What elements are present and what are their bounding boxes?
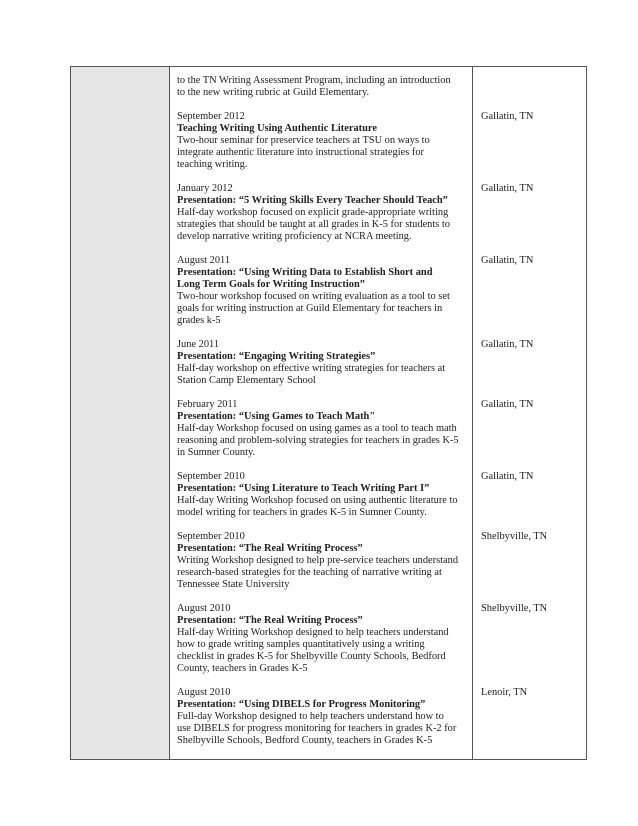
entry-title: Presentation: “Using DIBELS for Progress Monitoring” <box>177 699 426 710</box>
entry-location: Lenoir, TN <box>481 687 528 698</box>
entry-title: Presentation: “The Real Writing Process” <box>177 543 363 554</box>
presentation-entry <box>177 687 472 747</box>
entries-list <box>177 111 472 747</box>
entry-description: Station Camp Elementary School <box>177 375 316 386</box>
presentation-entry <box>177 339 472 387</box>
entry-description: Shelbyville Schools, Bedford County, teachers in Grades K-5 <box>177 735 433 746</box>
entry-title: Presentation: “Using Literature to Teach Writing Part I” <box>177 483 430 494</box>
entry-location: Gallatin, TN <box>481 399 534 410</box>
entry-description: how to grade writing samples quantitatively using a writing <box>177 639 425 650</box>
entry-title: Presentation: “5 Writing Skills Every Teacher Should Teach” <box>177 195 448 206</box>
entry-description: Two-hour workshop focused on writing evaluation as a tool to set <box>177 291 450 302</box>
entry-description: Half-day workshop focused on explicit grade-appropriate writing <box>177 207 449 218</box>
entry-description: Writing Workshop designed to help pre-service teachers understand <box>177 555 459 566</box>
entry-description: Tennessee State University <box>177 579 290 590</box>
entry-description: checklist in grades K-5 for Shelbyville County Schools, Bedford <box>177 651 446 662</box>
entry-description: grades k-5 <box>177 315 221 326</box>
entry-description: Two-hour seminar for preservice teachers at TSU on ways to <box>177 135 430 146</box>
location-list <box>481 75 586 759</box>
entry-date: August 2010 <box>177 687 231 698</box>
cv-table <box>70 66 587 760</box>
presentation-entry <box>177 531 472 591</box>
entry-description: research-based strategies for the teaching of narrative writing at <box>177 567 442 578</box>
presentations-column <box>170 67 473 760</box>
entry-description: goals for writing instruction at Guild Elementary for teachers in <box>177 303 443 314</box>
text-line: to the TN Writing Assessment Program, including an introduction <box>177 75 451 86</box>
entry-title: Presentation: “Engaging Writing Strategies” <box>177 351 376 362</box>
entry-date: August 2010 <box>177 603 231 614</box>
entry-date: September 2010 <box>177 531 245 542</box>
entry-description: Half-day Writing Workshop focused on using authentic literature to <box>177 495 458 506</box>
entry-location: Gallatin, TN <box>481 183 534 194</box>
entry-description: reasoning and problem-solving strategies for teachers in grades K-5 <box>177 435 459 446</box>
left-margin-column <box>71 67 170 760</box>
presentation-entry <box>177 399 472 459</box>
entry-description: Half-day workshop on effective writing strategies for teachers at <box>177 363 446 374</box>
entry-location: Gallatin, TN <box>481 255 534 266</box>
entry-description: Half-day Writing Workshop designed to help teachers understand <box>177 627 449 638</box>
entry-title: Long Term Goals for Writing Instruction” <box>177 279 365 290</box>
presentation-entry <box>177 255 472 327</box>
entry-location: Gallatin, TN <box>481 471 534 482</box>
entry-title: Presentation: “Using Writing Data to Establish Short and <box>177 267 433 278</box>
entry-description: strategies that should be taught at all grades in K-5 for students to <box>177 219 450 230</box>
entry-description: in Sumner County. <box>177 447 256 458</box>
entry-location: Gallatin, TN <box>481 111 534 122</box>
entry-description: teaching writing. <box>177 159 248 170</box>
location-column <box>473 67 587 760</box>
entry-date: September 2012 <box>177 111 245 122</box>
presentation-entry <box>177 471 472 519</box>
text-line: to the new writing rubric at Guild Elementary. <box>177 87 370 98</box>
presentation-entry <box>177 183 472 243</box>
entry-location: Gallatin, TN <box>481 339 534 350</box>
presentation-entry <box>177 603 472 675</box>
entry-title: Presentation: “The Real Writing Process” <box>177 615 363 626</box>
entry-date: August 2011 <box>177 255 231 266</box>
entry-description: Full-day Workshop designed to help teachers understand how to <box>177 711 444 722</box>
entry-date: January 2012 <box>177 183 233 194</box>
entry-location: Shelbyville, TN <box>481 603 548 614</box>
entry-description: integrate authentic literature into instructional strategies for <box>177 147 424 158</box>
entry-date: June 2011 <box>177 339 220 350</box>
entry-date: September 2010 <box>177 471 245 482</box>
entry-description: County, teachers in Grades K-5 <box>177 663 308 674</box>
presentation-entry <box>177 111 472 171</box>
intro-text <box>177 75 472 99</box>
entry-description: develop narrative writing proficiency at NCRA meeting. <box>177 231 412 242</box>
entry-date: February 2011 <box>177 399 238 410</box>
entry-description: Half-day Workshop focused on using games as a tool to teach math <box>177 423 457 434</box>
entry-title: Teaching Writing Using Authentic Literature <box>177 123 377 134</box>
entry-title: Presentation: “Using Games to Teach Math" <box>177 411 376 422</box>
entry-location: Shelbyville, TN <box>481 531 548 542</box>
entry-description: model writing for teachers in grades K-5 in Sumner County. <box>177 507 427 518</box>
entry-description: use DIBELS for progress monitoring for teachers in grades K-2 for <box>177 723 457 734</box>
